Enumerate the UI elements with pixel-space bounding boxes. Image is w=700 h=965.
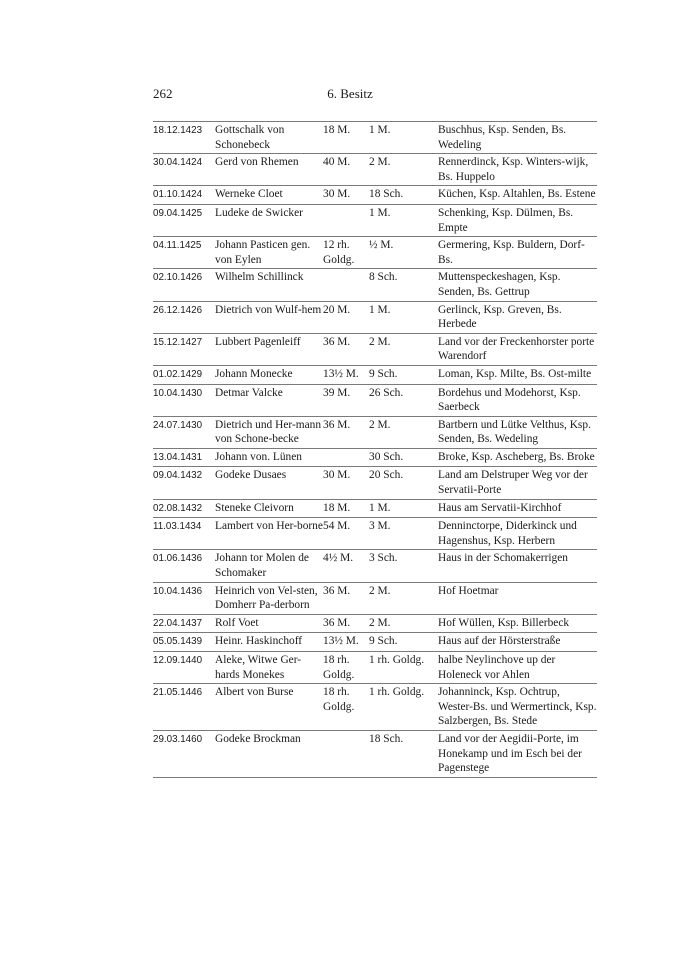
amount-cell: 13½ M.: [323, 365, 369, 384]
place-cell: Hof Hoetmar: [438, 582, 597, 614]
table-row: [153, 365, 597, 384]
place-cell: Broke, Ksp. Ascheberg, Bs. Broke: [438, 448, 597, 467]
name-cell: Heinr. Haskinchoff: [215, 633, 323, 652]
name-cell: Gerd von Rhemen: [215, 154, 323, 186]
rent-cell: 8 Sch.: [369, 269, 438, 301]
amount-cell: 4½ M.: [323, 550, 369, 582]
rent-cell: 26 Sch.: [369, 384, 438, 416]
amount-cell: 18 M.: [323, 122, 369, 154]
date-cell: 10.04.1436: [153, 582, 215, 614]
register-body: [153, 122, 597, 778]
name-cell: Godeke Dusaes: [215, 467, 323, 499]
place-cell: halbe Neylinchove up der Holeneck vor Ahlen: [438, 652, 597, 684]
name-cell: Godeke Brockman: [215, 730, 323, 777]
rent-cell: 9 Sch.: [369, 633, 438, 652]
rent-cell: 1 rh. Goldg.: [369, 652, 438, 684]
name-cell: Johann tor Molen de Schomaker: [215, 550, 323, 582]
amount-cell: 54 M.: [323, 518, 369, 550]
amount-cell: 20 M.: [323, 301, 369, 333]
date-cell: 01.06.1436: [153, 550, 215, 582]
rent-cell: 2 M.: [369, 333, 438, 365]
date-cell: 02.08.1432: [153, 499, 215, 518]
amount-cell: [323, 269, 369, 301]
table-row: [153, 301, 597, 333]
name-cell: Detmar Valcke: [215, 384, 323, 416]
place-cell: Land am Delstruper Weg vor der Servatii-Porte: [438, 467, 597, 499]
name-cell: Werneke Cloet: [215, 186, 323, 205]
place-cell: Hof Wüllen, Ksp. Billerbeck: [438, 614, 597, 633]
rent-cell: 3 M.: [369, 518, 438, 550]
table-row: [153, 448, 597, 467]
name-cell: Gottschalk von Schonebeck: [215, 122, 323, 154]
name-cell: Johann Monecke: [215, 365, 323, 384]
table-row: [153, 237, 597, 269]
place-cell: Land vor der Freckenhorster porte Warendorf: [438, 333, 597, 365]
rent-cell: 3 Sch.: [369, 550, 438, 582]
name-cell: Aleke, Witwe Ger-hards Monekes: [215, 652, 323, 684]
date-cell: 05.05.1439: [153, 633, 215, 652]
name-cell: Ludeke de Swicker: [215, 204, 323, 236]
amount-cell: 36 M.: [323, 614, 369, 633]
date-cell: 12.09.1440: [153, 652, 215, 684]
place-cell: Haus auf der Hörsterstraße: [438, 633, 597, 652]
table-row: [153, 204, 597, 236]
table-row: [153, 614, 597, 633]
date-cell: 02.10.1426: [153, 269, 215, 301]
place-cell: Muttenspeckeshagen, Ksp. Senden, Bs. Gettrup: [438, 269, 597, 301]
table-row: [153, 122, 597, 154]
running-head: 6. Besitz: [327, 86, 373, 101]
place-cell: Haus in der Schomakerrigen: [438, 550, 597, 582]
table-row: [153, 633, 597, 652]
table-row: [153, 154, 597, 186]
amount-cell: 18 rh. Goldg.: [323, 684, 369, 731]
name-cell: Johann von. Lünen: [215, 448, 323, 467]
date-cell: 22.04.1437: [153, 614, 215, 633]
name-cell: Rolf Voet: [215, 614, 323, 633]
amount-cell: 36 M.: [323, 582, 369, 614]
date-cell: 13.04.1431: [153, 448, 215, 467]
rent-cell: 2 M.: [369, 416, 438, 448]
place-cell: Schenking, Ksp. Dülmen, Bs. Empte: [438, 204, 597, 236]
date-cell: 29.03.1460: [153, 730, 215, 777]
table-row: [153, 684, 597, 731]
table-row: [153, 384, 597, 416]
name-cell: Dietrich und Her-mann von Schone-becke: [215, 416, 323, 448]
rent-cell: 2 M.: [369, 582, 438, 614]
table-row: [153, 582, 597, 614]
rent-cell: 20 Sch.: [369, 467, 438, 499]
amount-cell: 13½ M.: [323, 633, 369, 652]
place-cell: Haus am Servatii-Kirchhof: [438, 499, 597, 518]
place-cell: Gerlinck, Ksp. Greven, Bs. Herbede: [438, 301, 597, 333]
date-cell: 30.04.1424: [153, 154, 215, 186]
rent-cell: ½ M.: [369, 237, 438, 269]
rent-cell: 1 M.: [369, 499, 438, 518]
date-cell: 09.04.1425: [153, 204, 215, 236]
rent-cell: 1 M.: [369, 301, 438, 333]
table-row: [153, 186, 597, 205]
name-cell: Albert von Burse: [215, 684, 323, 731]
place-cell: Denninctorpe, Diderkinck und Hagenshus, Ksp. Herbern: [438, 518, 597, 550]
amount-cell: [323, 204, 369, 236]
amount-cell: 30 M.: [323, 467, 369, 499]
place-cell: Land vor der Aegidii-Porte, im Honekamp und im Esch bei der Pagenstege: [438, 730, 597, 777]
date-cell: 15.12.1427: [153, 333, 215, 365]
rent-cell: 2 M.: [369, 614, 438, 633]
property-register-table: [153, 121, 597, 778]
page-number: 262: [153, 86, 173, 101]
name-cell: Wilhelm Schillinck: [215, 269, 323, 301]
table-row: [153, 518, 597, 550]
amount-cell: 36 M.: [323, 416, 369, 448]
rent-cell: 18 Sch.: [369, 730, 438, 777]
rent-cell: 1 M.: [369, 204, 438, 236]
name-cell: Heinrich von Vel-sten, Domherr Pa-derborn: [215, 582, 323, 614]
place-cell: Küchen, Ksp. Altahlen, Bs. Estene: [438, 186, 597, 205]
date-cell: 10.04.1430: [153, 384, 215, 416]
amount-cell: 30 M.: [323, 186, 369, 205]
table-row: [153, 730, 597, 777]
place-cell: Loman, Ksp. Milte, Bs. Ost-milte: [438, 365, 597, 384]
amount-cell: 18 M.: [323, 499, 369, 518]
date-cell: 26.12.1426: [153, 301, 215, 333]
amount-cell: [323, 448, 369, 467]
name-cell: Dietrich von Wulf-hem: [215, 301, 323, 333]
rent-cell: 1 rh. Goldg.: [369, 684, 438, 731]
table-row: [153, 269, 597, 301]
date-cell: 18.12.1423: [153, 122, 215, 154]
place-cell: Rennerdinck, Ksp. Winters-wijk, Bs. Huppelo: [438, 154, 597, 186]
date-cell: 01.10.1424: [153, 186, 215, 205]
table-row: [153, 550, 597, 582]
place-cell: Buschhus, Ksp. Senden, Bs. Wedeling: [438, 122, 597, 154]
amount-cell: 40 M.: [323, 154, 369, 186]
table-row: [153, 467, 597, 499]
place-cell: Germering, Ksp. Buldern, Dorf-Bs.: [438, 237, 597, 269]
rent-cell: 18 Sch.: [369, 186, 438, 205]
amount-cell: 18 rh. Goldg.: [323, 652, 369, 684]
table-row: [153, 499, 597, 518]
amount-cell: 12 rh. Goldg.: [323, 237, 369, 269]
table-row: [153, 652, 597, 684]
place-cell: Bordehus und Modehorst, Ksp. Saerbeck: [438, 384, 597, 416]
table-row: [153, 416, 597, 448]
amount-cell: 39 M.: [323, 384, 369, 416]
name-cell: Steneke Cleivorn: [215, 499, 323, 518]
date-cell: 21.05.1446: [153, 684, 215, 731]
name-cell: Lubbert Pagenleiff: [215, 333, 323, 365]
rent-cell: 30 Sch.: [369, 448, 438, 467]
table-row: [153, 333, 597, 365]
amount-cell: 36 M.: [323, 333, 369, 365]
name-cell: Johann Pasticen gen. von Eylen: [215, 237, 323, 269]
date-cell: 24.07.1430: [153, 416, 215, 448]
rent-cell: 1 M.: [369, 122, 438, 154]
rent-cell: 2 M.: [369, 154, 438, 186]
date-cell: 01.02.1429: [153, 365, 215, 384]
place-cell: Bartbern und Lütke Velthus, Ksp. Senden, Bs. Wedeling: [438, 416, 597, 448]
amount-cell: [323, 730, 369, 777]
date-cell: 11.03.1434: [153, 518, 215, 550]
name-cell: Lambert von Her-borne: [215, 518, 323, 550]
rent-cell: 9 Sch.: [369, 365, 438, 384]
place-cell: Johanninck, Ksp. Ochtrup, Wester-Bs. und Wermertinck, Ksp. Salzbergen, Bs. Stede: [438, 684, 597, 731]
date-cell: 09.04.1432: [153, 467, 215, 499]
date-cell: 04.11.1425: [153, 237, 215, 269]
